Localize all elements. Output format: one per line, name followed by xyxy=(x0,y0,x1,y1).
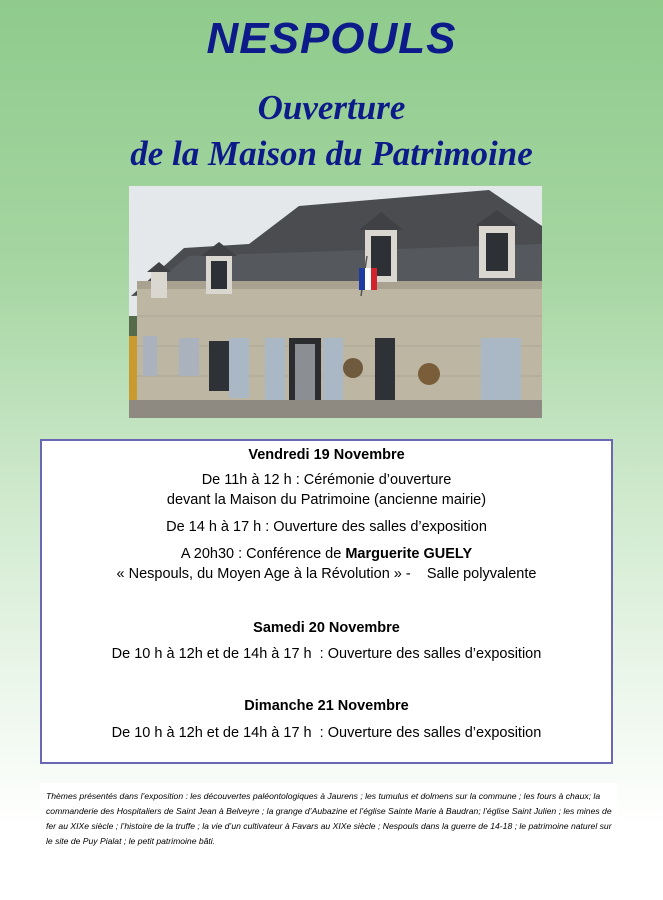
program-panel xyxy=(40,439,613,764)
day1-item3-prefix: A 20h30 : Conférence de xyxy=(180,546,346,562)
day2-item1: De 10 h à 12h et de 14h à 17 h : Ouverture des salles d’exposition xyxy=(111,646,542,662)
day1-item3-line1 xyxy=(42,546,611,562)
house-photo xyxy=(129,186,542,418)
day1-item1-line1: De 11h à 12 h : Cérémonie d’ouverture xyxy=(201,472,452,488)
day3-item1: De 10 h à 12h et de 14h à 17 h : Ouverture des salles d’exposition xyxy=(111,725,542,741)
speaker-last-name: GUELY xyxy=(423,546,473,562)
day1-item3-line2: « Nespouls, du Moyen Age à la Révolution » - Salle polyvalente xyxy=(116,566,537,582)
house-illustration xyxy=(129,186,542,418)
themes-paragraph: Thèmes présentés dans l’exposition : les découvertes paléontologiques à Jaurens ; les tumulus et dolmens sur la commune ; les fours à chaux; la commanderie des Hospitaliers de Saint Jean à Belveyre ; la grange d’Aubazine et l’église Sainte Marie à Baudran; l’église Saint Julien ; les mines de fer au XIXe siècle ; l’histoire de la truffe ; la vie d’un cultivateur à Favars au XIXe siècle ; Nespouls dans la guerre de 14-18 ; le patrimoine naturel sur le site de Puy Pialat ; le petit patrimoine bâti. xyxy=(40,783,618,856)
day2-heading: Samedi 20 Novembre xyxy=(253,620,400,636)
day1-item2: De 14 h à 17 h : Ouverture des salles d’exposition xyxy=(166,519,487,535)
day1-heading: Vendredi 19 Novembre xyxy=(248,447,405,463)
page-title: NESPOULS xyxy=(206,14,457,63)
subtitle-line-2: de la Maison du Patrimoine xyxy=(130,134,533,173)
day1-item1-line2: devant la Maison du Patrimoine (ancienne mairie) xyxy=(166,492,487,508)
day3-heading: Dimanche 21 Novembre xyxy=(244,698,409,714)
speaker-first-name: Marguerite xyxy=(345,546,420,562)
subtitle-line-1: Ouverture xyxy=(257,88,406,127)
